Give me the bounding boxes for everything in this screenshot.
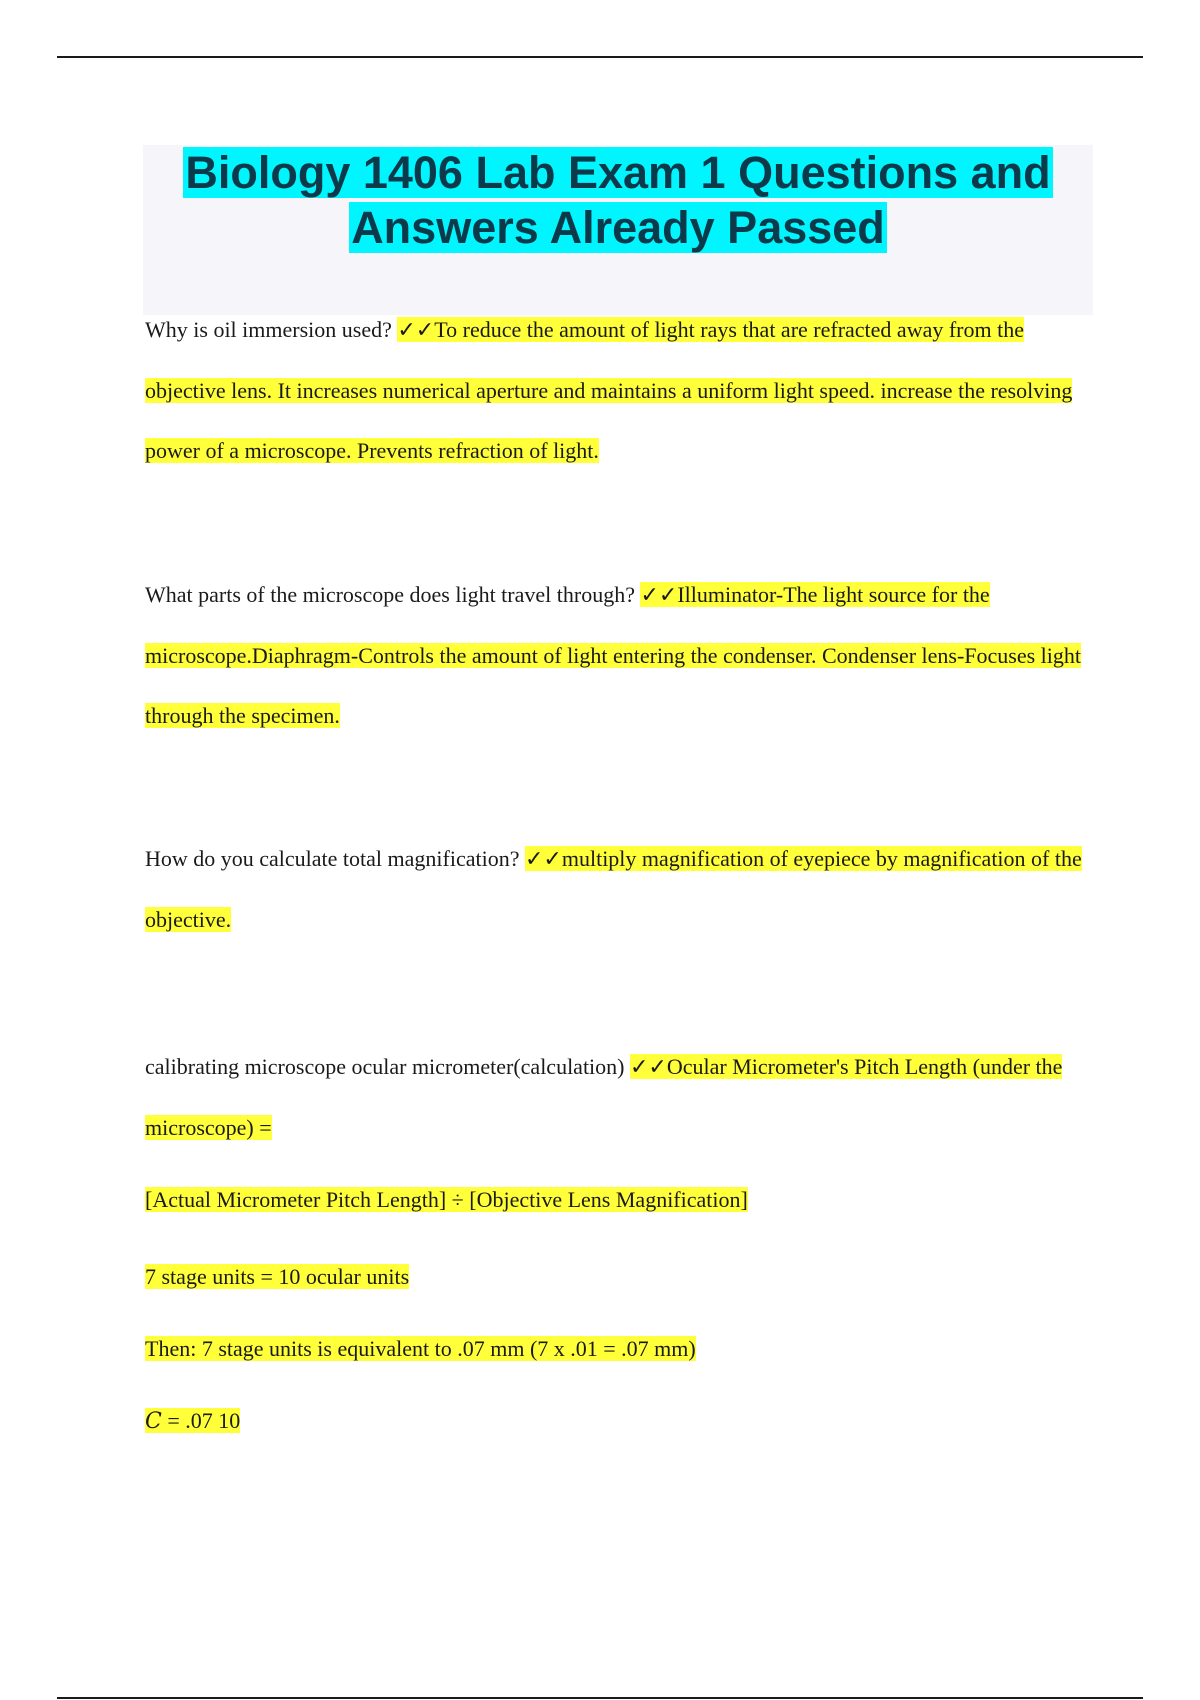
check-icon: ✓✓ bbox=[524, 847, 562, 872]
qa-item-1 bbox=[145, 300, 1085, 481]
question-text: How do you calculate total magnification? bbox=[145, 846, 520, 871]
check-icon: ✓✓ bbox=[640, 583, 678, 608]
document-title bbox=[143, 145, 1093, 255]
qa-item-3 bbox=[145, 829, 1085, 950]
title-line-1: Biology 1406 Lab Exam 1 Questions and bbox=[185, 147, 1051, 198]
answer-text: To reduce the amount of light rays that are refracted away from the objective lens. It increases numerical aperture and maintains a uniform light speed. increase the resolving power of a microscope. Prevents refraction of light. bbox=[145, 317, 1073, 463]
answer-text: Ocular Micrometer's Pitch Length (under the microscope) = bbox=[145, 1054, 1063, 1140]
then-text: Then: 7 stage units is equivalent to .07 mm (7 x .01 = .07 mm) bbox=[145, 1336, 696, 1361]
then-line bbox=[145, 1334, 696, 1364]
stage-units-line bbox=[145, 1262, 409, 1292]
question-text: Why is oil immersion used? bbox=[145, 317, 392, 342]
qa-item-4 bbox=[145, 1037, 1085, 1158]
stage-units-text: 7 stage units = 10 ocular units bbox=[145, 1264, 410, 1289]
top-rule bbox=[57, 56, 1143, 58]
title-line-2: Answers Already Passed bbox=[351, 202, 885, 253]
question-text: calibrating microscope ocular micrometer(calculation) bbox=[145, 1054, 625, 1079]
question-text: What parts of the microscope does light travel through? bbox=[145, 582, 635, 607]
bottom-rule bbox=[57, 1697, 1143, 1699]
check-icon: ✓✓ bbox=[397, 318, 435, 343]
c-symbol: C bbox=[145, 1409, 162, 1434]
qa-item-2 bbox=[145, 565, 1085, 746]
check-icon: ✓✓ bbox=[630, 1055, 667, 1080]
answer-text: multiply magnification of eyepiece by magnification of the objective. bbox=[145, 846, 1082, 932]
title-block bbox=[143, 145, 1093, 315]
c-formula-highlight bbox=[145, 1408, 240, 1433]
c-formula-line bbox=[145, 1406, 240, 1437]
c-value: = .07 10 bbox=[161, 1408, 241, 1433]
formula-line bbox=[145, 1185, 748, 1215]
formula-text: [Actual Micrometer Pitch Length] ÷ [Objective Lens Magnification] bbox=[145, 1187, 748, 1212]
answer-text: Illuminator-The light source for the microscope.Diaphragm-Controls the amount of light entering the condenser. Condenser lens-Focuses light through the specimen. bbox=[145, 582, 1082, 728]
